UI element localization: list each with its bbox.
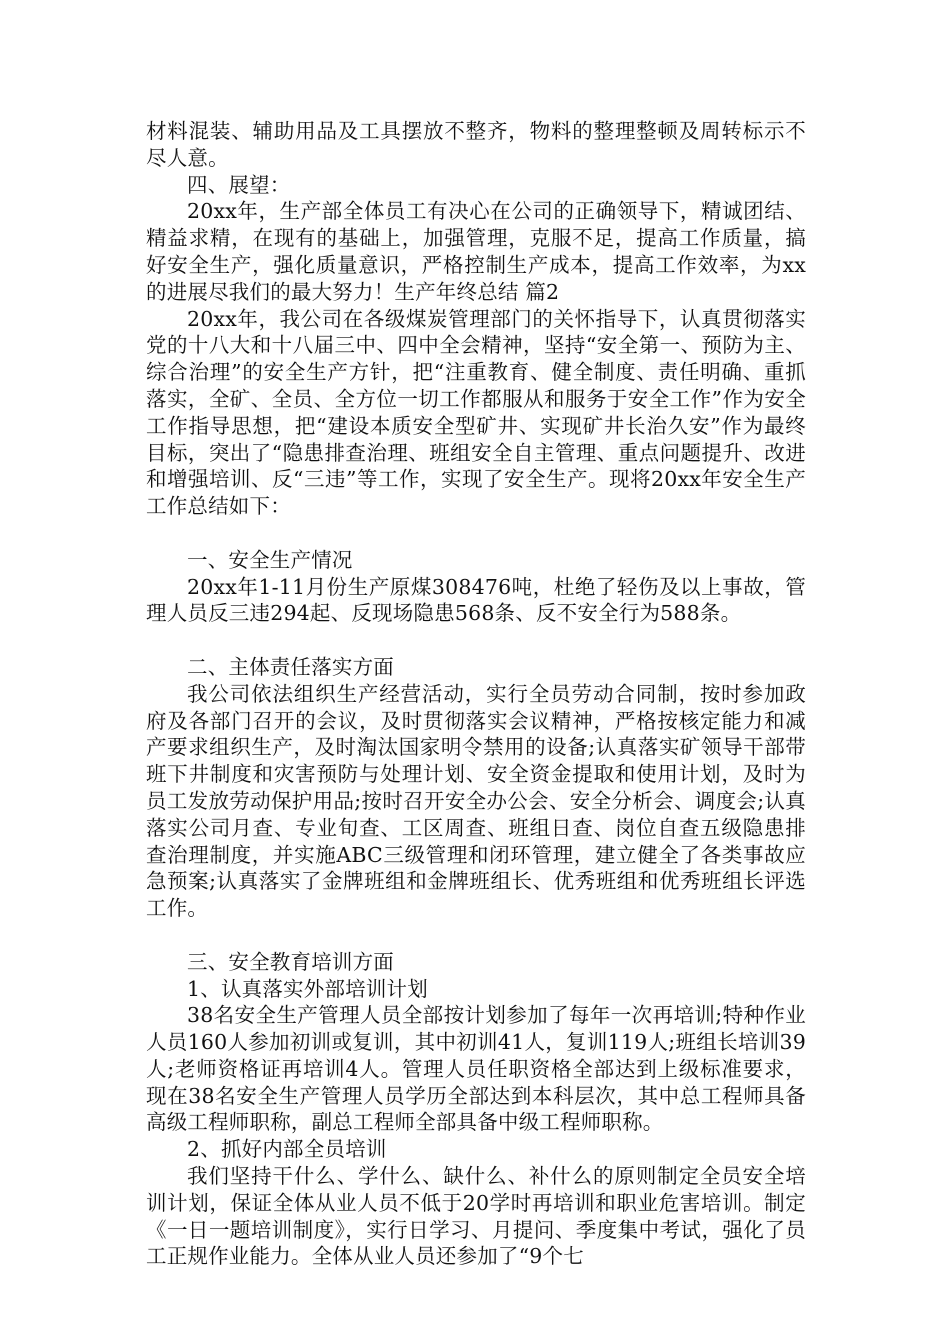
paragraph-safety-status: 20xx年1-11月份生产原煤308476吨，杜绝了轻伤及以上事故，管理人员反三违294起、反现场隐患568条、反不安全行为588条。 [146, 574, 806, 626]
section-heading-outlook: 四、展望： [187, 172, 291, 197]
section-heading-safety-status: 一、安全生产情况 [187, 547, 353, 572]
subheading-internal-training: 2、抓好内部全员培训 [187, 1137, 387, 1162]
paragraph-internal-training: 我们坚持干什么、学什么、缺什么、补什么的原则制定全员安全培训计划，保证全体从业人员不低于20学时再培训和职业危害培训。制定《一日一题培训制度》，实行日学习、月提问、季度集中考试，强化了员工正规作业能力。全体从业人员还参加了“9个七 [146, 1164, 806, 1269]
blank-line [146, 627, 806, 654]
document-body [146, 118, 806, 1270]
paragraph-outlook: 20xx年，生产部全体员工有决心在公司的正确领导下，精诚团结、精益求精，在现有的基础上，加强管理，克服不足，提高工作质量，搞好安全生产，强化质量意识，严格控制生产成本，提高工作效率，为xx的进展尽我们的最大努力！生产年终总结 篇2 [146, 199, 806, 304]
section-heading-responsibility: 二、主体责任落实方面 [187, 654, 394, 679]
section-heading-training: 三、安全教育培训方面 [187, 949, 394, 974]
blank-line [146, 520, 806, 547]
paragraph-intro-part2: 20xx年，我公司在各级煤炭管理部门的关怀指导下，认真贯彻落实党的十八大和十八届三中、四中全会精神，坚持“安全第一、预防为主、综合治理”的安全生产方针，把“注重教育、健全制度、责任明确、重抓落实，全矿、全员、全方位一切工作都服从和服务于安全工作”作为安全工作指导思想，把“建设本质安全型矿井、实现矿井长治久安”作为最终目标，突出了“隐患排查治理、班组安全自主管理、重点问题提升、改进和增强培训、反“三违”等工作，实现了安全生产。现将20xx年安全生产工作总结如下： [146, 306, 806, 519]
paragraph-external-training: 38名安全生产管理人员全部按计划参加了每年一次再培训;特种作业人员160人参加初训或复训，其中初训41人，复训119人;班组长培训39人;老师资格证再培训4人。管理人员任职资格全部达到上级标准要求，现在38名安全生产管理人员学历全部达到本科层次，其中总工程师具备高级工程师职称，副总工程师全部具备中级工程师职称。 [146, 1003, 806, 1135]
paragraph-responsibility: 我公司依法组织生产经营活动，实行全员劳动合同制，按时参加政府及各部门召开的会议，及时贯彻落实会议精神，严格按核定能力和减产要求组织生产，及时淘汰国家明令禁用的设备;认真落实矿领导干部带班下井制度和灾害预防与处理计划、安全资金提取和使用计划，及时为员工发放劳动保护用品;按时召开安全办公会、安全分析会、调度会;认真落实公司月查、专业旬查、工区周查、班组日查、岗位自查五级隐患排查治理制度，并实施ABC三级管理和闭环管理，建立健全了各类事故应急预案;认真落实了金牌班组和金牌班组长、优秀班组和优秀班组长评选工作。 [146, 681, 806, 921]
paragraph-continuation: 材料混装、辅助用品及工具摆放不整齐，物料的整理整顿及周转标示不尽人意。 [146, 119, 806, 170]
blank-line [146, 922, 806, 949]
subheading-external-training: 1、认真落实外部培训计划 [187, 976, 428, 1001]
